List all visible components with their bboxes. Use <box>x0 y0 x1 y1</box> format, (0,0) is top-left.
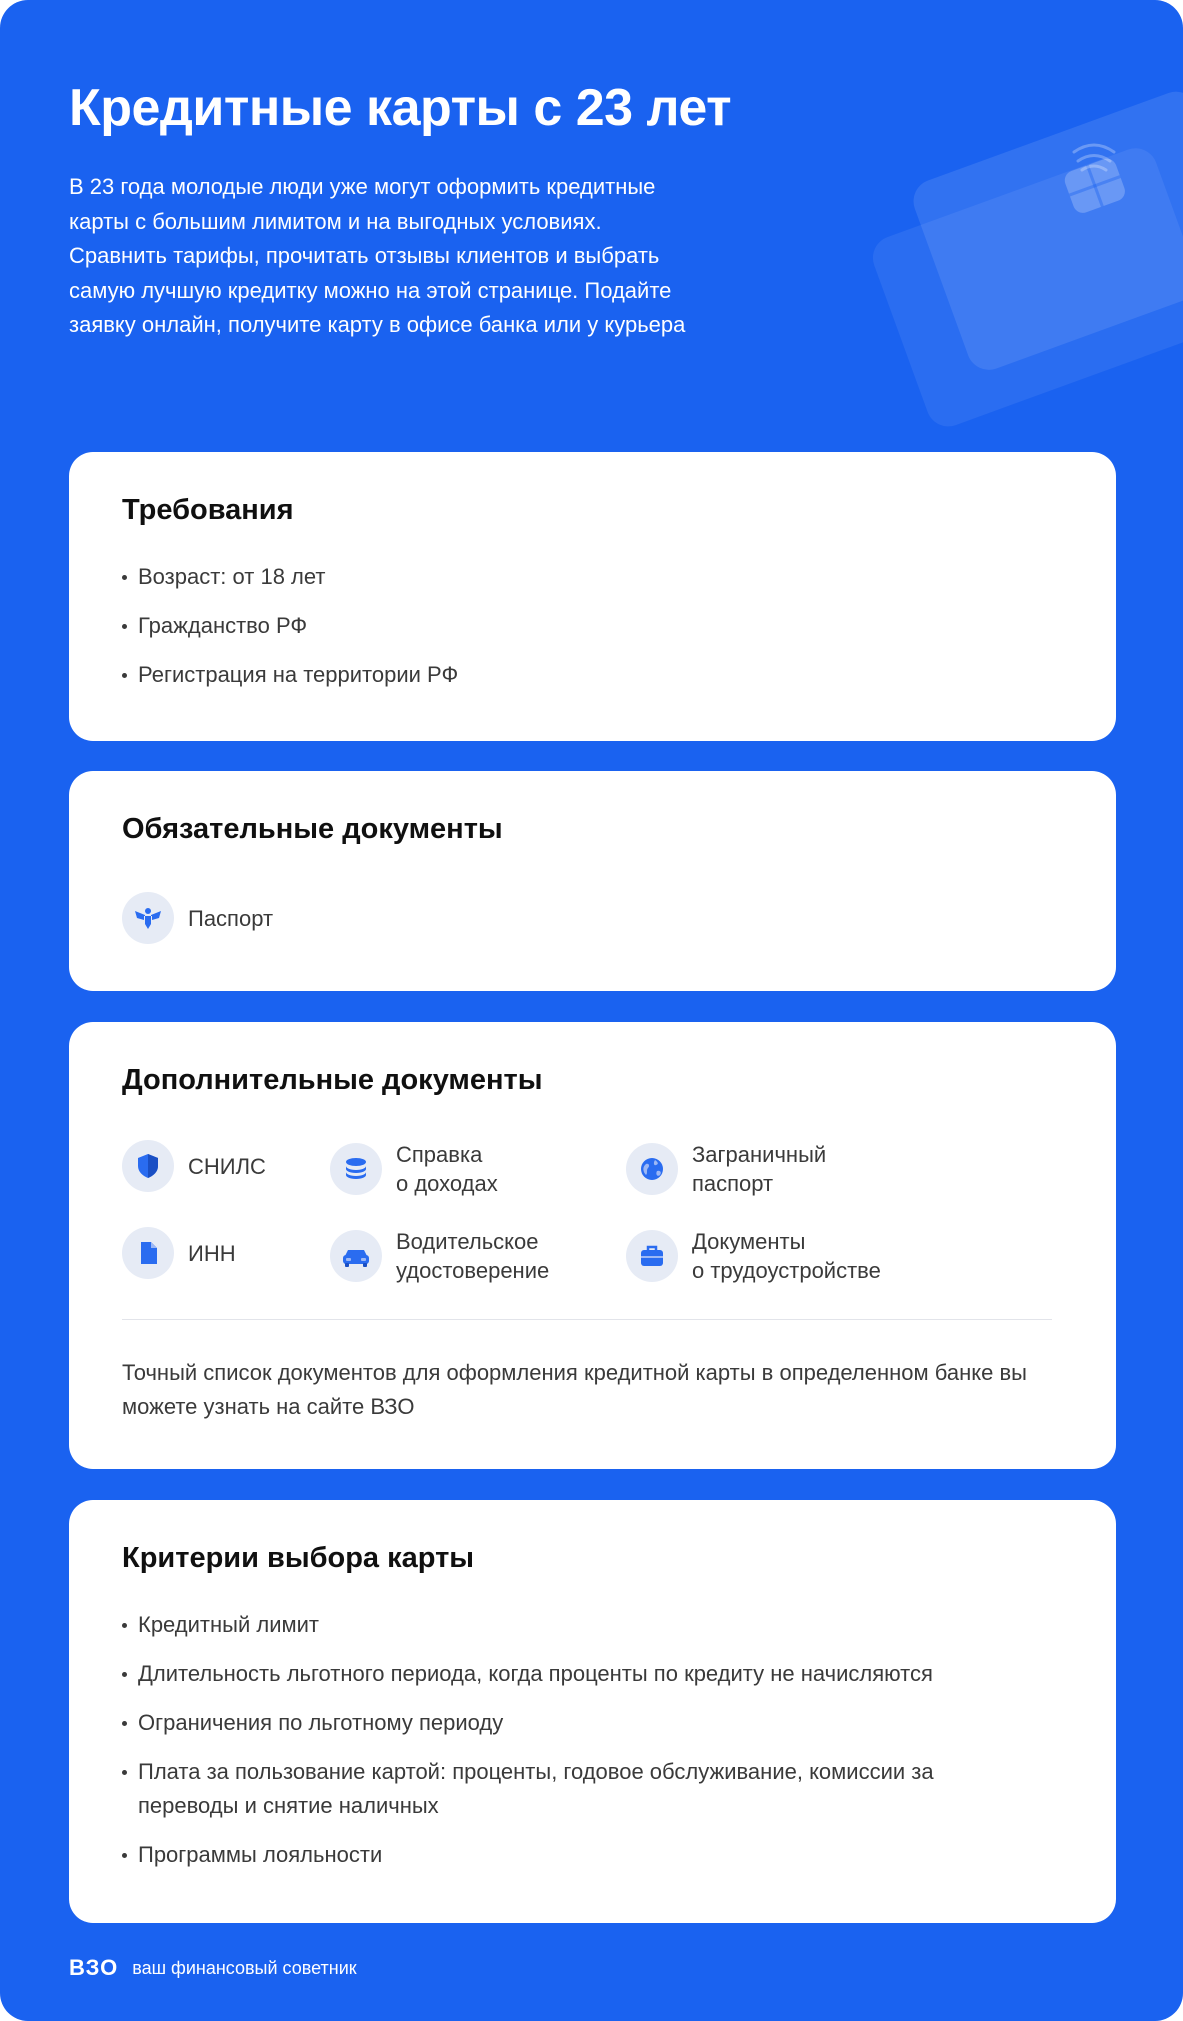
page-title: Кредитные карты с 23 лет <box>69 79 732 137</box>
list-item: Программы лояльности <box>122 1838 1002 1872</box>
doc-label: Справка о доходах <box>396 1142 498 1196</box>
documents-note: Точный список документов для оформления кредитной карты в определенном банке вы можете узнать на сайте ВЗО <box>122 1360 1027 1419</box>
criteria-title: Критерии выбора карты <box>122 1542 475 1574</box>
list-item: Кредитный лимит <box>122 1608 1002 1642</box>
doc-label: Паспорт <box>188 905 274 931</box>
list-item: Гражданство РФ <box>122 609 458 643</box>
doc-international-passport <box>626 1140 826 1198</box>
doc-label: Заграничный паспорт <box>692 1142 827 1196</box>
additional-documents-title: Дополнительные документы <box>122 1064 543 1096</box>
doc-employment <box>626 1227 881 1285</box>
list-item: Длительность льготного периода, когда проценты по кредиту не начисляются <box>122 1657 1002 1691</box>
doc-inn <box>122 1227 236 1279</box>
requirements-card <box>69 452 1116 741</box>
eagle-icon <box>122 892 174 944</box>
doc-label: СНИЛС <box>188 1153 266 1179</box>
shield-icon <box>122 1140 174 1192</box>
list-item: Плата за пользование картой: проценты, годовое обслуживание, комиссии за переводы и снятие наличных <box>122 1755 1002 1823</box>
requirements-list <box>122 560 458 692</box>
intro-text: В 23 года молодые люди уже могут оформить кредитные карты с большим лимитом и на выгодных условиях. Сравнить тарифы, прочитать отзывы клиентов и выбрать самую лучшую кредитку можно на этой странице. Подайте заявку онлайн, получите карту в офисе банка или у курьера <box>69 174 686 337</box>
coins-icon <box>330 1143 382 1195</box>
divider <box>122 1319 1052 1320</box>
doc-passport <box>122 892 273 944</box>
mandatory-documents-title: Обязательные документы <box>122 813 503 845</box>
criteria-card <box>69 1500 1116 1923</box>
additional-documents-card <box>69 1022 1116 1469</box>
document-icon <box>122 1227 174 1279</box>
briefcase-icon <box>626 1230 678 1282</box>
globe-icon <box>626 1143 678 1195</box>
list-item: Регистрация на территории РФ <box>122 658 458 692</box>
criteria-list <box>122 1608 1002 1872</box>
doc-snils <box>122 1140 266 1192</box>
doc-driver-license <box>330 1227 549 1285</box>
list-item: Возраст: от 18 лет <box>122 560 458 594</box>
doc-label: Документы о трудоустройстве <box>692 1229 881 1283</box>
doc-income-statement <box>330 1140 498 1198</box>
requirements-title: Требования <box>122 494 294 526</box>
footer <box>69 1955 357 1981</box>
car-icon <box>330 1230 382 1282</box>
doc-label: ИНН <box>188 1240 236 1266</box>
footer-tagline: ваш финансовый советник <box>132 1957 357 1978</box>
mandatory-documents-card <box>69 771 1116 991</box>
doc-label: Водительское удостоверение <box>396 1229 550 1283</box>
list-item: Ограничения по льготному периоду <box>122 1706 1002 1740</box>
vzo-logo: ВЗО <box>69 1955 119 1980</box>
